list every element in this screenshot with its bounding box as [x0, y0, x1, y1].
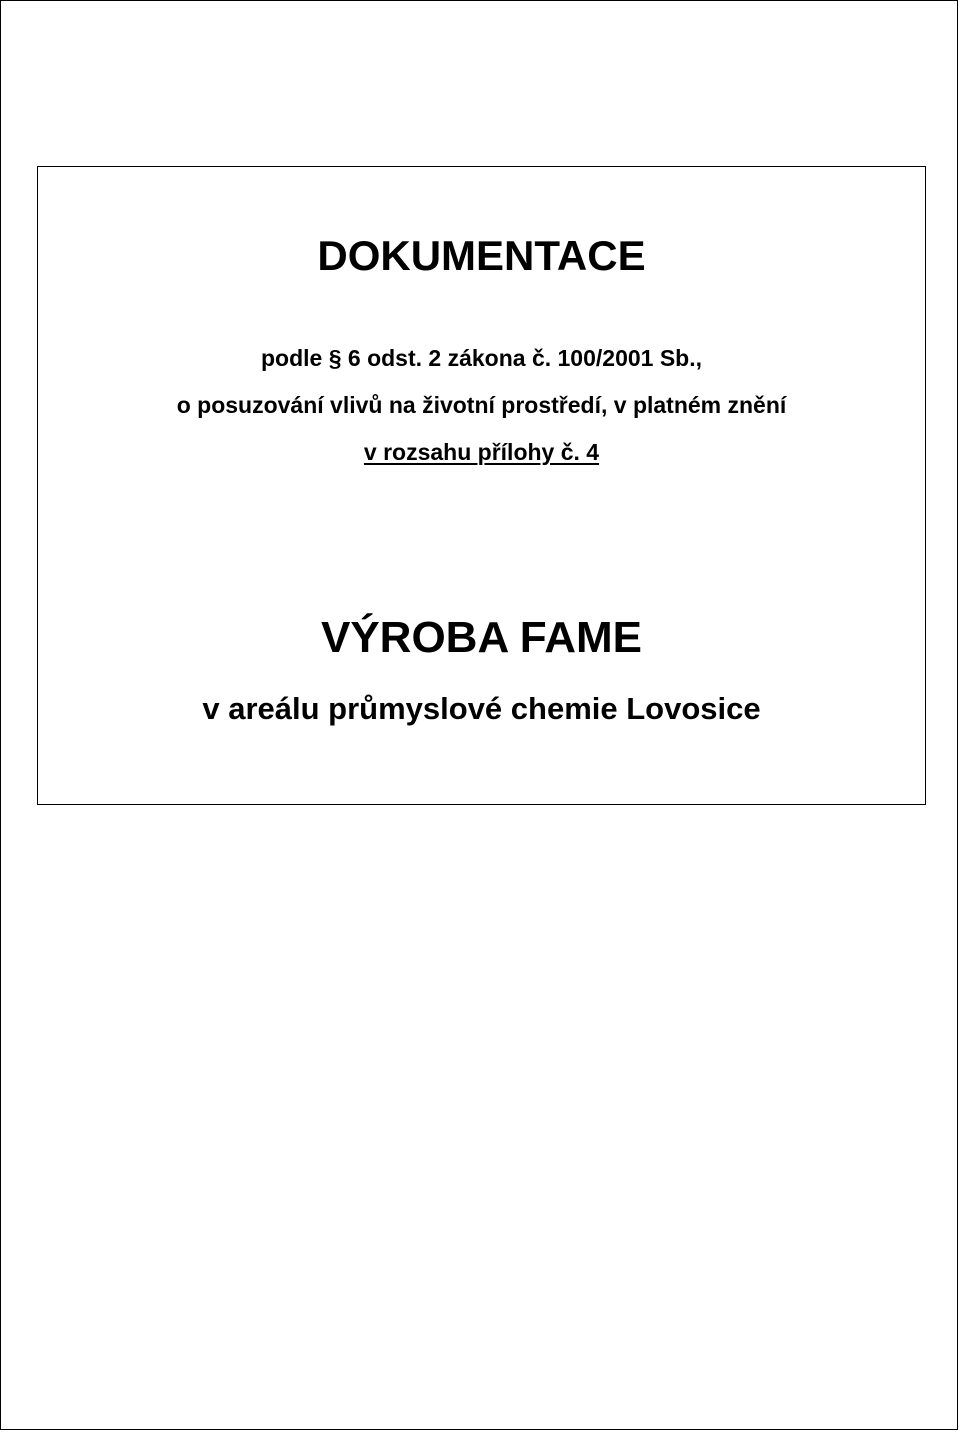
project-location: v areálu průmyslové chemie Lovosice — [202, 691, 761, 726]
annex-reference: v rozsahu přílohy č. 4 — [363, 439, 600, 465]
title-frame — [37, 166, 926, 805]
project-name: VÝROBA FAME — [320, 613, 643, 662]
document-title: DOKUMENTACE — [317, 232, 646, 279]
legal-reference: podle § 6 odst. 2 zákona č. 100/2001 Sb., — [260, 345, 703, 371]
legal-scope: o posuzování vlivů na životní prostředí, v platném znění — [176, 392, 787, 418]
annex-reference-line — [38, 436, 925, 468]
